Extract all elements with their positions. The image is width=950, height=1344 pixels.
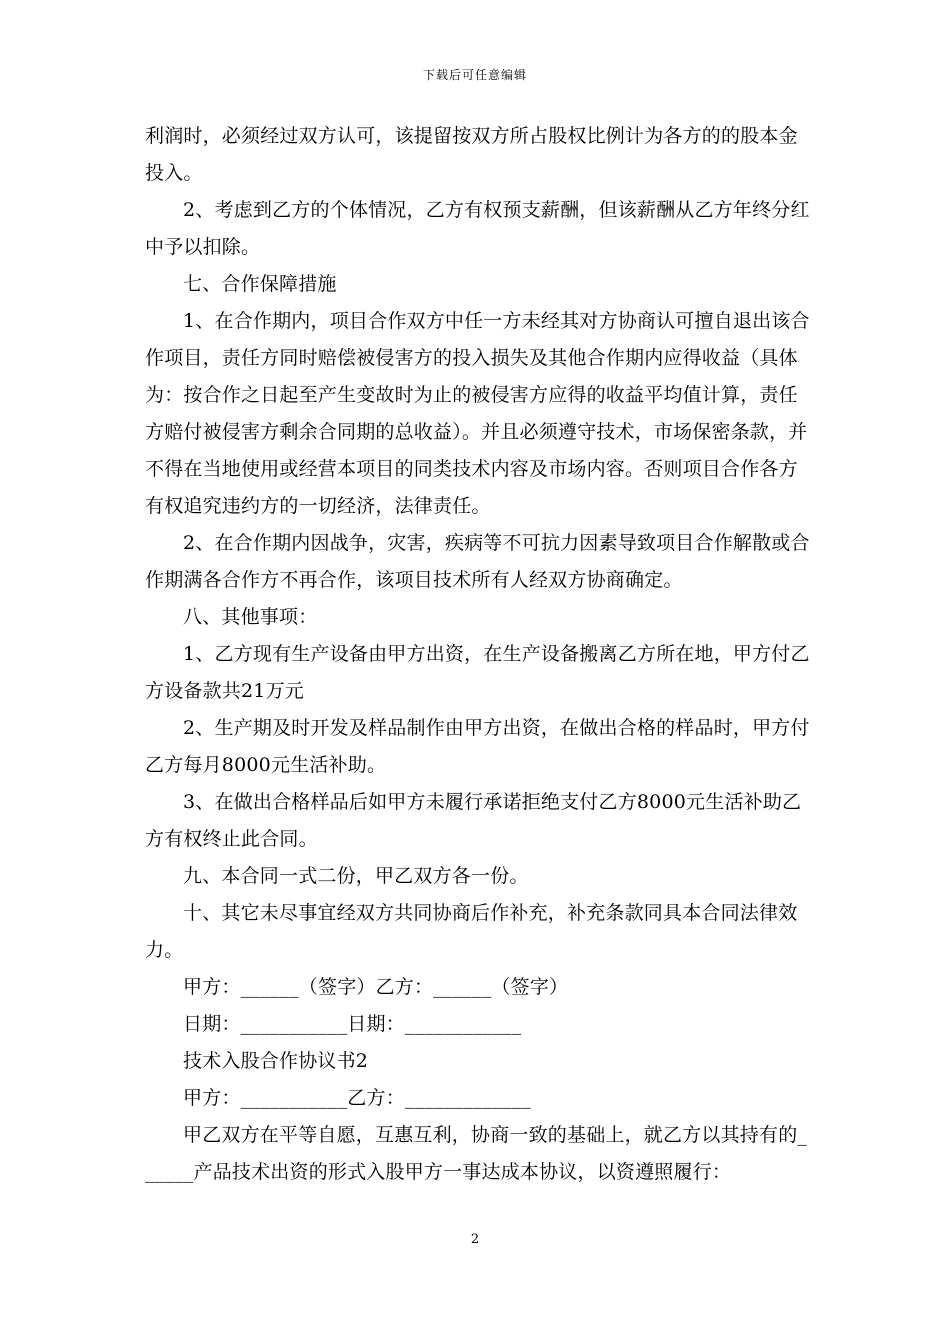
paragraph-5: 2、在合作期内因战争，灾害，疾病等不可抗力因素导致项目合作解散或合作期满各合作方不再合作，该项目技术所有人经双方协商确定。	[145, 532, 810, 591]
paragraph-8: 2、生产期及时开发及样品制作由甲方出资，在做出合格的样品时，甲方付乙方每月8000元生活补助。	[145, 717, 810, 776]
paragraph-2: 2、考虑到乙方的个体情况，乙方有权预支薪酬，但该薪酬从乙方年终分红中予以扣除。	[145, 199, 810, 258]
paragraph-7: 1、乙方现有生产设备由甲方出资，在生产设备搬离乙方所在地，甲方付乙方设备款共21万元	[145, 643, 810, 702]
agreement-title: 技术入股合作协议书2	[183, 1050, 369, 1072]
paragraph-9: 3、在做出合格样品后如甲方未履行承诺拒绝支付乙方8000元生活补助乙方有权终止此合同。	[145, 791, 802, 850]
preamble-paragraph: 甲乙双方在平等自愿，互惠互利，协商一致的基础上，就乙方以其持有的______产品技术出资的形式入股甲方一事达成本协议，以资遵照履行：	[145, 1124, 808, 1183]
paragraph-1: 利润时，必须经过双方认可，该提留按双方所占股权比例计为各方的的股本金投入。	[145, 125, 798, 184]
section-heading-10: 十、其它未尽事宜经双方共同协商后作补充，补充条款同具本合同法律效力。	[145, 902, 798, 961]
section-heading-7: 七、合作保障措施	[183, 273, 337, 295]
date-line: 日期：___________日期：____________	[183, 1013, 522, 1035]
parties-line: 甲方：___________乙方：_____________	[183, 1087, 532, 1109]
header-note: 下载后可任意编辑	[422, 68, 527, 82]
signature-line: 甲方：______（签字）乙方：______（签字）	[183, 976, 569, 998]
section-heading-8: 八、其他事项：	[183, 606, 318, 628]
document-body	[145, 118, 810, 1191]
page-number: 2	[470, 1232, 480, 1247]
section-heading-9: 九、本合同一式二份，甲乙双方各一份。	[183, 865, 529, 887]
paragraph-4: 1、在合作期内，项目合作双方中任一方未经其对方协商认可擅自退出该合作项目，责任方同时赔偿被侵害方的投入损失及其他合作期内应得收益（具体为：按合作之日起至产生变故时为止的被侵害方应得的收益平均值计算，责任方赔付被侵害方剩余合同期的总收益）。并且必须遵守技术，市场保密条款，并不得在当地使用或经营本项目的同类技术内容及市场内容。否则项目合作各方有权追究违约方的一切经济，法律责任。	[145, 310, 810, 517]
